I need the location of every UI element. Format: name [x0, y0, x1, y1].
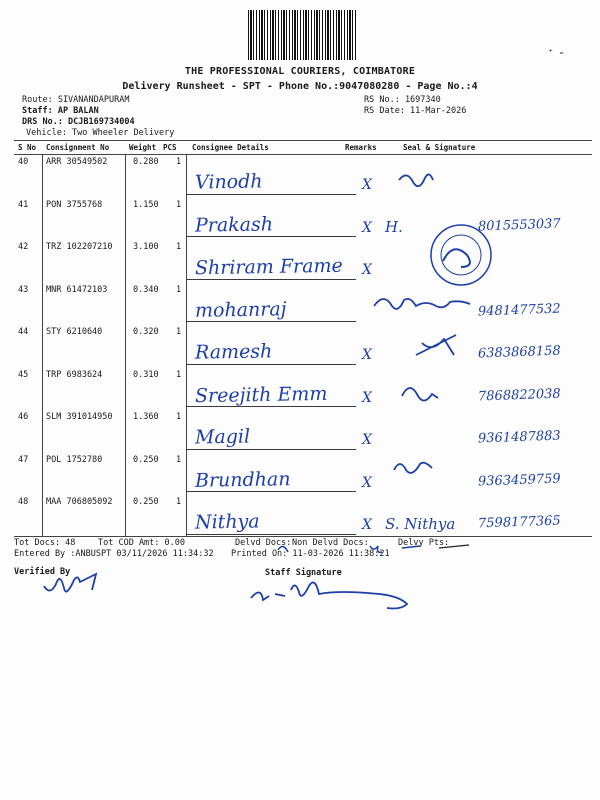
- row-pcs: 1: [176, 242, 182, 252]
- row-phone: 9361487883: [477, 428, 561, 447]
- row-sno: 48: [18, 497, 29, 507]
- row-sno: 46: [18, 412, 29, 422]
- row-signature: S. Nithya: [385, 515, 456, 533]
- staff-signature-label: Staff Signature: [265, 568, 342, 578]
- row-remark-mark: X: [362, 177, 372, 193]
- route: Route: SIVANANDAPURAM: [22, 95, 130, 105]
- row-consignment-no: MNR 61472103: [46, 284, 108, 295]
- row-consignee-name: Vinodh: [194, 170, 263, 194]
- row-sno: 42: [18, 242, 29, 252]
- row-phone: 9363459759: [477, 471, 561, 489]
- row-divider: [186, 279, 356, 280]
- row-remark-mark: X: [362, 517, 372, 533]
- col-consignee: Consignee Details: [192, 143, 269, 152]
- row-consignee-name: Shriram Frame: [194, 254, 343, 280]
- row-remark-mark: X: [362, 474, 372, 491]
- handwritten-signature: [412, 333, 532, 363]
- row-consignment-no: ARR 30549502: [46, 157, 108, 167]
- row-weight: 1.150: [133, 199, 159, 210]
- handwritten-signature: [392, 456, 512, 486]
- corner-mark: ⁺ ₌: [548, 48, 565, 58]
- row-weight: 0.280: [133, 157, 159, 167]
- col-divider: [125, 154, 126, 536]
- col-sno: S No: [18, 143, 37, 152]
- row-weight: 0.310: [133, 369, 159, 380]
- row-remark-mark: X: [362, 262, 372, 278]
- row-consignee-name: Ramesh: [194, 340, 273, 364]
- row-consignment-no: PON 3755768: [46, 199, 103, 210]
- row-consignee-name: Sreejith Emm: [194, 382, 328, 407]
- row-weight: 1.360: [133, 412, 159, 422]
- staff: Staff: AP BALAN: [22, 106, 99, 116]
- row-pcs: 1: [176, 284, 182, 295]
- handwritten-signature: [395, 170, 515, 200]
- row-weight: 0.250: [133, 454, 159, 465]
- table-top-border: [14, 140, 592, 141]
- seal-stamp-icon: [425, 215, 505, 295]
- vehicle: Vehicle: Two Wheeler Delivery: [26, 128, 175, 138]
- row-phone: 8015553037: [477, 216, 561, 234]
- row-phone: 7868822038: [477, 386, 561, 404]
- row-divider: [186, 491, 356, 492]
- verified-by: Verified By: [14, 567, 71, 577]
- row-pcs: 1: [176, 327, 182, 337]
- row-consignee-name: Brundhan: [194, 467, 291, 492]
- col-seal-signature: Seal & Signature: [403, 143, 476, 152]
- row-consignment-no: TRZ 102207210: [46, 242, 113, 252]
- runsheet-subtitle: Delivery Runsheet - SPT - Phone No.:9047080280 - Page No.:4: [122, 81, 478, 92]
- row-sno: 41: [18, 199, 29, 210]
- row-consignment-no: MAA 706805092: [46, 497, 113, 507]
- row-weight: 0.250: [133, 497, 159, 507]
- row-sno: 47: [18, 454, 29, 465]
- col-consignment: Consignment No: [46, 143, 110, 152]
- row-pcs: 1: [176, 199, 182, 210]
- row-consignment-no: POL 1752780: [46, 454, 103, 465]
- delivered-docs: Delvd Docs:: [235, 538, 292, 548]
- row-consignment-no: STY 6210640: [46, 327, 103, 337]
- delvy-pts-dash: [435, 540, 475, 552]
- row-divider: [186, 449, 356, 450]
- drs-number: DRS No.: DCJB169734004: [22, 117, 135, 127]
- row-divider: [186, 321, 356, 322]
- row-remark-mark: X: [362, 389, 372, 406]
- delivery-points: Delvy Pts:: [398, 538, 450, 548]
- handwritten-signature: [372, 292, 492, 322]
- row-divider: [186, 194, 356, 195]
- col-pcs: PCS: [163, 143, 177, 152]
- row-sno: 43: [18, 284, 29, 295]
- col-weight: Weight: [129, 143, 157, 152]
- col-divider: [186, 154, 187, 536]
- row-consignee-name: Magil: [194, 425, 251, 449]
- col-divider: [42, 154, 43, 536]
- row-pcs: 1: [176, 157, 182, 167]
- row-consignment-no: TRP 6983624: [46, 369, 103, 380]
- row-pcs: 1: [176, 454, 182, 465]
- row-phone: 6383868158: [477, 343, 561, 362]
- row-divider: [186, 364, 356, 365]
- total-docs: Tot Docs: 48: [14, 538, 76, 548]
- row-consignee-name: Nithya: [194, 510, 260, 534]
- row-consignment-no: SLM 391014950: [46, 412, 113, 422]
- col-remarks: Remarks: [345, 143, 377, 152]
- row-sno: 45: [18, 369, 29, 380]
- row-consignee-name: Prakash: [194, 212, 274, 237]
- row-weight: 0.340: [133, 284, 159, 295]
- row-pcs: 1: [176, 369, 182, 380]
- rs-date: RS Date: 11-Mar-2026: [364, 106, 467, 116]
- row-signature: H.: [385, 217, 403, 236]
- row-divider: [186, 236, 356, 237]
- footer-handwritten-marks: [270, 530, 420, 560]
- handwritten-signature: [398, 380, 518, 410]
- table-header-border: [14, 154, 592, 155]
- row-phone: 9481477532: [477, 301, 561, 319]
- row-sno: 40: [18, 157, 29, 167]
- row-phone: 7598177365: [477, 513, 561, 532]
- row-remark-mark: X: [362, 347, 372, 363]
- row-divider: [186, 406, 356, 407]
- total-cod: Tot COD Amt: 0.00: [98, 538, 185, 548]
- entered-by: Entered By :ANBUSPT 03/11/2026 11:34:32: [14, 549, 214, 559]
- staff-signature: [245, 576, 445, 618]
- row-consignee-name: mohanraj: [194, 297, 287, 322]
- row-remark-mark: X: [362, 219, 372, 236]
- row-weight: 0.320: [133, 327, 159, 337]
- company-title: THE PROFESSIONAL COURIERS, COIMBATORE: [184, 66, 416, 77]
- row-weight: 3.100: [133, 242, 159, 252]
- row-remark-mark: X: [362, 432, 372, 448]
- verified-signature: [38, 566, 108, 600]
- row-pcs: 1: [176, 497, 182, 507]
- row-pcs: 1: [176, 412, 182, 422]
- row-sno: 44: [18, 327, 29, 337]
- rs-number: RS No.: 1697340: [364, 95, 441, 105]
- printed-on: Printed On: 11-03-2026 11:38:21: [231, 549, 390, 559]
- non-delivered-docs: Non Delvd Docs:: [292, 538, 369, 548]
- barcode: [248, 10, 358, 60]
